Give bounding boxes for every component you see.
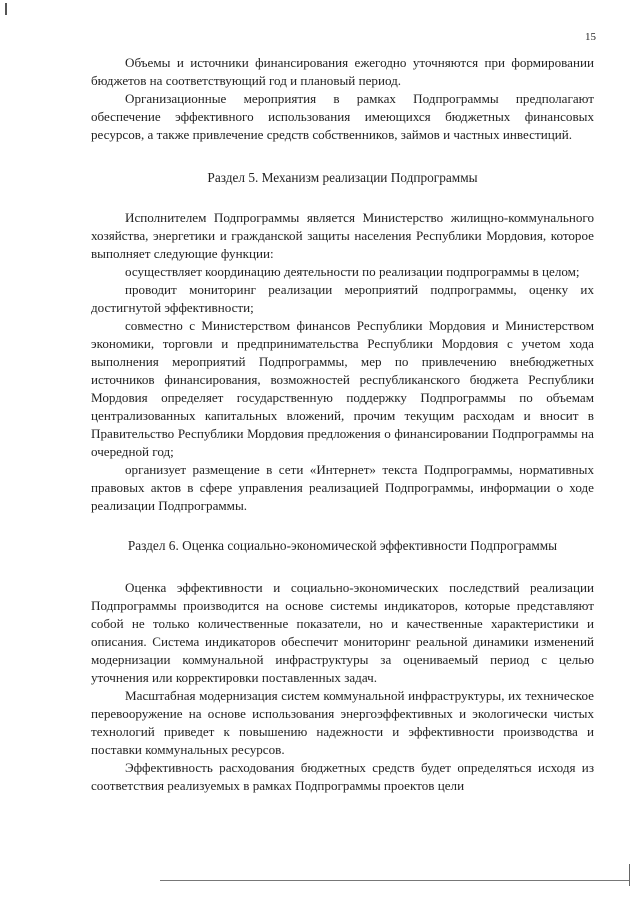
scan-edge-mark bbox=[629, 864, 630, 886]
paragraph: Оценка эффективности и социально-экономических последствий реализации Подпрограммы производится на основе системы индикаторов, которые представляют собой не только количественные показатели, но и качественные характеристики и описания. Система индикаторов обеспечит мониторинг реальной динамики изменений модернизации коммунальной инфраструктуры за оцениваемый период с целью уточнения или корректировки поставленных задач. bbox=[91, 580, 594, 685]
paragraph: Объемы и источники финансирования ежегодно уточняются при формировании бюджетов на соответствующий год и плановый период. bbox=[91, 55, 594, 88]
list-item: осуществляет координацию деятельности по реализации подпрограммы в целом; bbox=[125, 264, 580, 279]
document-body bbox=[91, 54, 594, 795]
paragraph: Масштабная модернизация систем коммунальной инфраструктуры, их техническое перевооружение на основе использования энергоэффективных и экологически чистых технологий приведет к повышению надежности и эффективности производства и поставки коммунальных ресурсов. bbox=[91, 688, 594, 757]
list-item: организует размещение в сети «Интернет» текста Подпрограммы, нормативных правовых актов в сфере управления реализацией Подпрограммы, информации о ходе реализации Подпрограммы. bbox=[91, 462, 594, 513]
paragraph: Организационные мероприятия в рамках Подпрограммы предполагают обеспечение эффективного использования имеющихся бюджетных финансовых ресурсов, а также привлечение средств собственников, займов и частных инвестиций. bbox=[91, 91, 594, 142]
paragraph: Эффективность расходования бюджетных средств будет определяться исходя из соответствия реализуемых в рамках Подпрограммы проектов цели bbox=[91, 760, 594, 793]
scan-margin-mark bbox=[5, 3, 7, 15]
list-item: совместно с Министерством финансов Республики Мордовия и Министерством экономики, торговли и предпринимательства Республики Мордовия с учетом хода выполнения мероприятий Подпрограммы, мер по привлечению внебюджетных источников финансирования, возможностей республиканского бюджета Республики Мордовия определяет государственную поддержку Подпрограммы по объемам централизованных капитальных вложений, прочим текущим расходам и вносит в Правительство Республики Мордовия предложения о финансировании Подпрограммы на очередной год; bbox=[91, 318, 594, 459]
page-number: 15 bbox=[585, 31, 596, 43]
section-heading: Раздел 6. Оценка социально-экономической эффективности Подпрограммы bbox=[127, 538, 558, 553]
section-heading: Раздел 5. Механизм реализации Подпрограммы bbox=[207, 170, 478, 185]
paragraph: Исполнителем Подпрограммы является Министерство жилищно-коммунального хозяйства, энергетики и гражданской защиты населения Республики Мордовия, которое выполняет следующие функции: bbox=[91, 210, 594, 261]
scan-bottom-line bbox=[160, 880, 630, 881]
list-item: проводит мониторинг реализации мероприятий подпрограммы, оценку их достигнутой эффективности; bbox=[91, 282, 594, 315]
